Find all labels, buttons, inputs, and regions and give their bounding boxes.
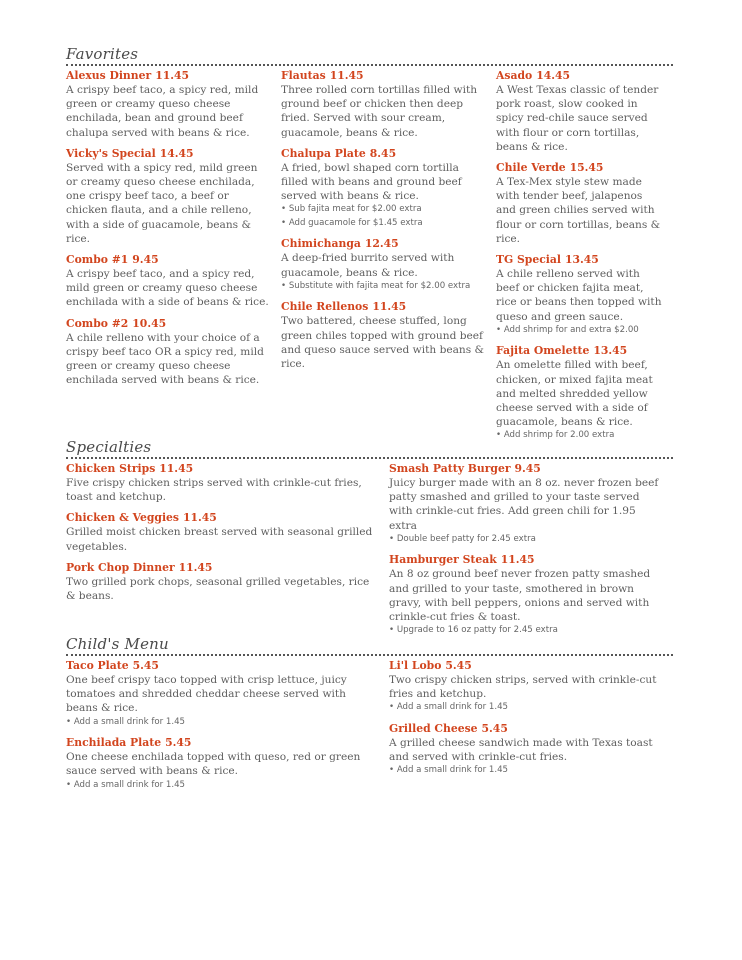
item-price: 10.45 <box>132 316 167 330</box>
menu-item-heading <box>66 735 379 750</box>
item-price: 8.45 <box>369 146 397 160</box>
item-description: A crispy beef taco, a spicy red, mild green or creamy queso cheese enchilada, bean and ground beef chalupa served with beans & rice. <box>66 84 259 139</box>
item-name: Li'l Lobo <box>389 659 442 672</box>
item-price: 11.45 <box>183 511 217 525</box>
section-columns <box>66 658 673 798</box>
dotted-divider <box>66 457 673 459</box>
menu-column <box>496 68 673 449</box>
menu-item-heading <box>496 160 663 175</box>
item-name: Chimichanga <box>281 237 361 251</box>
item-note: • Add a small drink for 1.45 <box>66 716 379 730</box>
item-price: 11.45 <box>155 69 190 82</box>
menu-item <box>281 146 486 231</box>
item-description: A crispy beef taco, and a spicy red, mild green or creamy queso cheese enchilada with a side of beans & rice. <box>66 268 269 309</box>
item-price: 11.45 <box>178 560 213 574</box>
item-description: Two battered, cheese stuffed, long green chiles topped with ground beef and queso sauce served with beans & rice. <box>281 315 484 370</box>
menu-item <box>389 721 663 778</box>
item-description: An 8 oz ground beef never frozen patty smashed and grilled to your taste, smothered in brown gravy, with bell peppers, onions and served with crinkle-cut fries & toast. <box>389 568 651 623</box>
menu-item-heading <box>66 146 271 161</box>
menu-item <box>66 735 379 792</box>
item-price: 13.45 <box>593 344 628 358</box>
menu-item-heading <box>66 658 379 673</box>
item-note: • Add a small drink for 1.45 <box>66 779 379 793</box>
menu-item <box>281 299 486 371</box>
item-price: 15.45 <box>569 161 604 175</box>
item-price: 5.45 <box>132 659 159 672</box>
section-title: Specialties <box>66 438 152 456</box>
item-description: An omelette filled with beef, chicken, or mixed fajita meat and melted shredded yellow cheese served with a side of guacamole, beans & rice. <box>496 359 653 429</box>
menu-column <box>66 68 281 449</box>
item-description: Juicy burger made with an 8 oz. never frozen beef patty smashed and grilled to your taste served with crinkle-cut fries. Add green chili for 1.95 extra <box>389 477 659 532</box>
dotted-divider <box>66 654 673 656</box>
item-price: 12.45 <box>364 237 399 251</box>
item-name: Chicken Strips <box>66 462 156 475</box>
item-price: 5.45 <box>481 721 508 735</box>
item-name: Smash Patty Burger <box>389 462 511 475</box>
item-name: Enchilada Plate <box>66 736 162 750</box>
menu-item <box>496 68 663 154</box>
favorites-section <box>66 44 673 449</box>
item-name: Alexus Dinner <box>66 69 152 82</box>
menu-item <box>66 68 271 140</box>
item-note: • Add shrimp for 2.00 extra <box>496 429 663 443</box>
menu-item-heading <box>66 252 271 267</box>
menu-item-heading <box>496 343 663 358</box>
menu-item-heading <box>66 68 271 83</box>
menu-item <box>66 146 271 246</box>
menu-item <box>66 510 379 553</box>
item-price: 5.45 <box>165 736 192 750</box>
item-note: • Add guacamole for $1.45 extra <box>281 217 486 231</box>
menu-item <box>389 552 663 637</box>
item-name: Fajita Omelette <box>496 344 590 358</box>
menu-item-heading <box>281 299 486 314</box>
menu-item <box>281 68 486 140</box>
item-name: Chalupa Plate <box>281 146 366 160</box>
menu-item-heading <box>496 252 663 267</box>
item-price: 11.45 <box>372 300 407 314</box>
item-description: Served with a spicy red, mild green or creamy queso cheese enchilada, one crispy beef taco, a beef or chicken flauta, and a chile relleno, with a side of guacamole, beans & rice. <box>66 161 258 245</box>
item-name: Hamburger Steak <box>389 553 497 567</box>
item-note: • Sub fajita meat for $2.00 extra <box>281 203 486 217</box>
menu-item-heading <box>281 236 486 251</box>
item-price: 9.45 <box>514 462 541 475</box>
section-columns <box>66 68 673 449</box>
menu-item-heading <box>389 721 663 736</box>
item-description: One cheese enchilada topped with queso, red or green sauce served with beans & rice. <box>66 751 361 778</box>
menu-item-heading <box>66 560 379 575</box>
menu-item-heading <box>66 510 379 525</box>
item-name: Chile Rellenos <box>281 300 369 314</box>
item-description: Grilled moist chicken breast served with seasonal grilled vegetables. <box>66 526 373 553</box>
menu-item <box>389 461 663 546</box>
menu-item <box>281 236 486 293</box>
menu-item <box>496 160 663 246</box>
item-note: • Add shrimp for and extra $2.00 <box>496 324 663 338</box>
menu-column <box>66 658 389 798</box>
item-description: A chile relleno served with beef or chicken fajita meat, rice or beans then topped with queso and green sauce. <box>496 268 662 323</box>
item-name: Grilled Cheese <box>389 721 478 735</box>
item-price: 9.45 <box>132 253 159 267</box>
menu-item <box>66 252 271 310</box>
menu-item <box>66 658 379 729</box>
menu-item-heading <box>66 461 379 476</box>
menu-item-heading <box>66 316 271 331</box>
menu-item-heading <box>389 552 663 567</box>
menu-item <box>66 316 271 388</box>
item-price: 11.45 <box>159 462 194 475</box>
item-description: One beef crispy taco topped with crisp lettuce, juicy tomatoes and shredded cheddar cheese served with beans & rice. <box>66 674 347 715</box>
item-name: Flautas <box>281 69 326 82</box>
menu-item <box>389 658 663 715</box>
section-title: Favorites <box>66 45 139 63</box>
item-description: A fried, bowl shaped corn tortilla filled with beans and ground beef served with beans & rice. <box>281 161 462 203</box>
childs-menu-section <box>66 634 673 798</box>
item-description: Five crispy chicken strips served with crinkle-cut fries, toast and ketchup. <box>66 477 362 504</box>
item-note: • Add a small drink for 1.45 <box>389 764 663 778</box>
section-title: Child's Menu <box>66 635 169 653</box>
specialties-section <box>66 437 673 644</box>
menu-item <box>496 252 663 337</box>
item-note: • Add a small drink for 1.45 <box>389 701 663 715</box>
item-name: Combo #1 <box>66 253 129 267</box>
menu-column <box>389 461 673 644</box>
item-description: Two grilled pork chops, seasonal grilled vegetables, rice & beans. <box>66 575 370 603</box>
item-name: Chicken & Veggies <box>66 511 179 525</box>
item-name: Asado <box>496 69 533 82</box>
item-note: • Upgrade to 16 oz patty for 2.45 extra <box>389 624 663 638</box>
item-note: • Double beef patty for 2.45 extra <box>389 533 663 547</box>
item-description: A chile relleno with your choice of a crispy beef taco OR a spicy red, mild green or creamy queso cheese enchilada served with beans & rice. <box>66 331 264 387</box>
item-note: • Substitute with fajita meat for $2.00 extra <box>281 280 486 294</box>
item-description: Two crispy chicken strips, served with crinkle-cut fries and ketchup. <box>389 674 657 701</box>
menu-item-heading <box>496 68 663 83</box>
item-price: 11.45 <box>329 69 364 82</box>
item-price: 14.45 <box>536 69 571 82</box>
menu-item <box>66 461 379 504</box>
item-name: Chile Verde <box>496 161 566 175</box>
menu-item-heading <box>281 68 486 83</box>
section-columns <box>66 461 673 644</box>
menu-item-heading <box>389 658 663 673</box>
item-price: 5.45 <box>445 659 472 672</box>
item-price: 14.45 <box>159 146 194 160</box>
menu-item-heading <box>389 461 663 476</box>
menu-column <box>281 68 496 449</box>
item-name: Taco Plate <box>66 659 129 672</box>
item-name: Combo #2 <box>66 316 129 330</box>
item-description: Three rolled corn tortillas filled with ground beef or chicken then deep fried. Served with sour cream, guacamole, beans & rice. <box>281 84 478 139</box>
item-description: A Tex-Mex style stew made with tender beef, jalapenos and green chilies served with flour or corn tortillas, beans & rice. <box>496 176 661 245</box>
item-name: Pork Chop Dinner <box>66 560 175 574</box>
menu-item <box>496 343 663 443</box>
item-price: 11.45 <box>500 553 535 567</box>
item-description: A deep-fried burrito served with guacamole, beans & rice. <box>281 252 455 279</box>
menu-column <box>66 461 389 644</box>
dotted-divider <box>66 64 673 66</box>
item-description: A West Texas classic of tender pork roast, slow cooked in spicy red-chile sauce served with flour or corn tortillas, beans & rice. <box>496 84 659 153</box>
item-name: Vicky's Special <box>66 146 156 160</box>
menu-item-heading <box>281 146 486 161</box>
menu-column <box>389 658 673 798</box>
item-price: 13.45 <box>565 253 599 267</box>
menu-item <box>66 560 379 603</box>
item-description: A grilled cheese sandwich made with Texas toast and served with crinkle-cut fries. <box>389 736 653 764</box>
item-name: TG Special <box>496 253 562 267</box>
